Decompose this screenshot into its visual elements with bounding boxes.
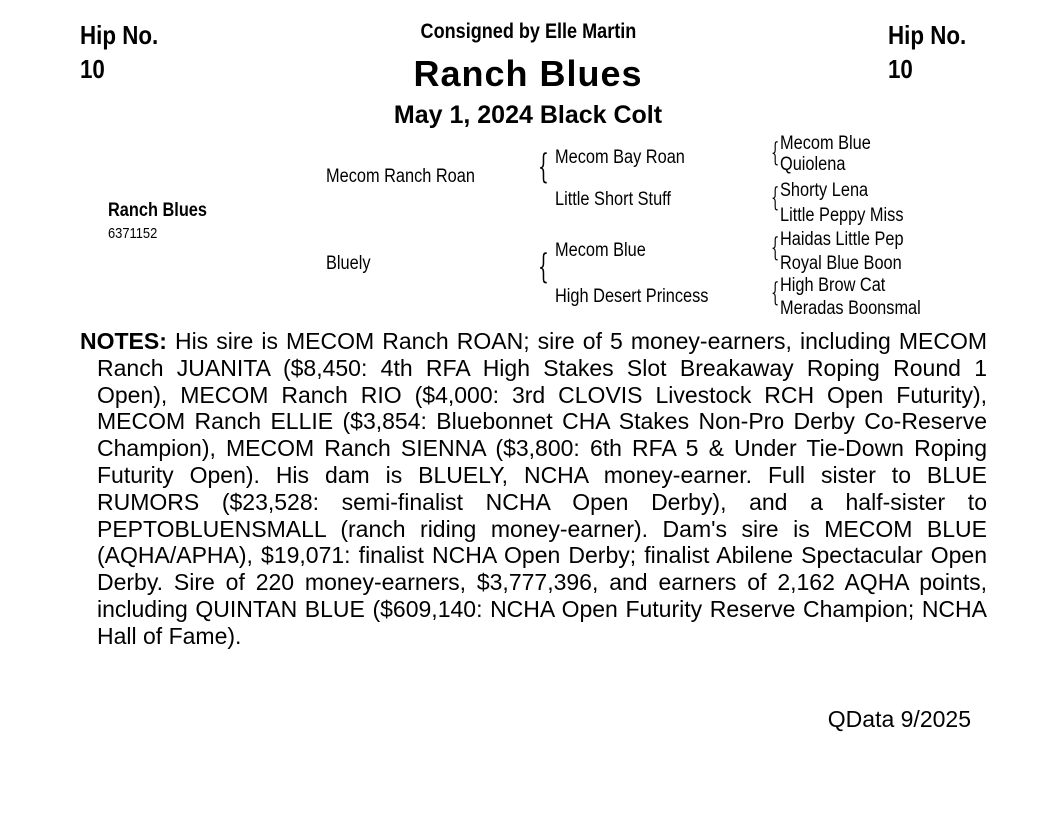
horse-name: Ranch Blues bbox=[108, 200, 207, 221]
pedigree-ggp-2: Quiolena bbox=[780, 154, 846, 175]
hip-number-left: 10 bbox=[80, 54, 105, 84]
brace-sire: { bbox=[538, 147, 549, 187]
pedigree-ggp-7: High Brow Cat bbox=[780, 275, 886, 296]
data-source-footer: QData 9/2025 bbox=[827, 706, 971, 732]
pedigree-sire: Mecom Ranch Roan bbox=[326, 166, 475, 187]
pedigree-dam: Bluely bbox=[326, 253, 371, 274]
pedigree-ggp-8: Meradas Boonsmal bbox=[780, 298, 921, 319]
consignor-line: Consigned by Elle Martin bbox=[420, 20, 636, 43]
pedigree-ggp-4: Little Peppy Miss bbox=[780, 205, 904, 226]
notes-label: NOTES: bbox=[80, 328, 167, 354]
brace-ggp-1: { bbox=[771, 138, 780, 168]
pedigree-sire-sire: Mecom Bay Roan bbox=[555, 147, 685, 168]
pedigree-ggp-6: Royal Blue Boon bbox=[780, 253, 902, 274]
brace-ggp-4: { bbox=[771, 278, 780, 308]
pedigree-dam-dam: High Desert Princess bbox=[555, 286, 709, 307]
hip-number-right: 10 bbox=[888, 54, 913, 84]
birth-info: May 1, 2024 Black Colt bbox=[393, 101, 663, 129]
pedigree-ggp-3: Shorty Lena bbox=[780, 180, 869, 201]
hip-label-left: Hip No. bbox=[80, 20, 159, 50]
notes-paragraph bbox=[80, 328, 987, 650]
pedigree-dam-sire: Mecom Blue bbox=[555, 240, 646, 261]
brace-dam: { bbox=[538, 247, 549, 287]
hip-label-right: Hip No. bbox=[888, 20, 967, 50]
notes-text: His sire is MECOM Ranch ROAN; sire of 5 money-earners, including MECOM Ranch JUANITA ($8,450: 4th RFA High Stakes Slot Breakaway Roping Round 1 Open), MECOM Ranch RIO ($4,000: 3rd CLOVIS Livestock RCH Open Futurity), MECOM Ranch ELLIE ($3,854: Bluebonnet CHA Stakes Non-Pro Derby Co-Reserve Champion), MECOM Ranch SIENNA ($3,800: 6th RFA 5 & Under Tie-Down Roping Futurity Open). His dam is BLUELY, NCHA money-earner. Full sister to BLUE RUMORS ($23,528: semi-finalist NCHA Open Derby), and a half-sister to PEPTOBLUENSMALL (ranch riding money-earner). Dam's sire is MECOM BLUE (AQHA/APHA), $19,071: finalist NCHA Open Derby; finalist Abilene Spectacular Open Derby. Sire of 220 money-earners, $3,777,396, and earners of 2,162 AQHA points, including QUINTAN BLUE ($609,140: NCHA Open Futurity Reserve Champion; NCHA Hall of Fame). bbox=[97, 328, 987, 649]
brace-ggp-3: { bbox=[771, 233, 780, 263]
pedigree-ggp-1: Mecom Blue bbox=[780, 133, 871, 154]
pedigree-sire-dam: Little Short Stuff bbox=[555, 189, 671, 210]
page-title: Ranch Blues bbox=[413, 53, 643, 94]
pedigree-ggp-5: Haidas Little Pep bbox=[780, 229, 904, 250]
registration-number: 6371152 bbox=[108, 225, 158, 242]
brace-ggp-2: { bbox=[771, 183, 780, 213]
